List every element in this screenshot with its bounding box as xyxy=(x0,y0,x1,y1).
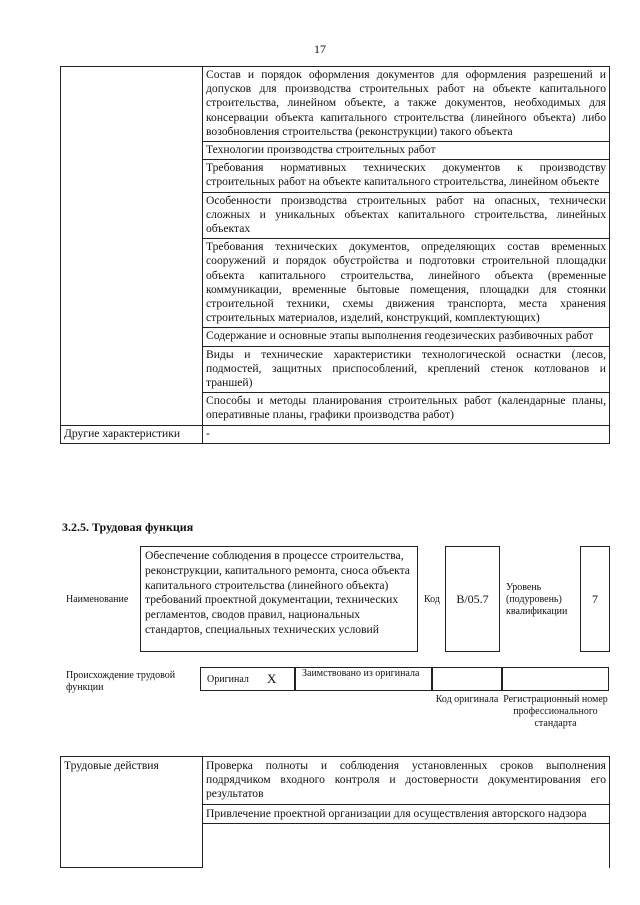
function-name-value: Обеспечение соблюдения в процессе строительства, реконструкции, капитального ремонта, сноса объекта капитального строительства (линейного объекта) требований проектной документации, технических регламентов, сводов правил, национальных стандартов, специальных технических условий xyxy=(145,549,410,636)
table-cell: Проверка полноты и соблюдения установленных сроков выполнения подрядчиком входного контроля и достоверности документирования его результатов xyxy=(203,757,610,805)
table-row xyxy=(61,425,610,443)
registration-number-caption: Регистрационный номер профессионального стандарта xyxy=(503,694,608,729)
level-box xyxy=(580,546,610,652)
level-label: Уровень (подуровень) квалификации xyxy=(506,582,568,617)
table-row xyxy=(61,67,610,142)
table-cell: Технологии производства строительных работ xyxy=(203,142,610,160)
page-number: 17 xyxy=(314,42,326,56)
name-label: Наименование xyxy=(66,594,129,605)
labor-actions-table xyxy=(60,756,610,868)
table-cell: Привлечение проектной организации для осуществления авторского надзора xyxy=(203,804,610,823)
table-cell: Особенности производства строительных работ на опасных, технически сложных и уникальных объектах капитального строительства, линейных объектах xyxy=(203,192,610,239)
other-characteristics-label: Другие характеристики xyxy=(61,425,203,443)
labor-actions-label: Трудовые действия xyxy=(61,757,203,868)
code-value: B/05.7 xyxy=(456,591,489,606)
code-box xyxy=(445,546,500,652)
section-heading: 3.2.5. Трудовая функция xyxy=(62,520,194,534)
table-row xyxy=(61,757,610,805)
origin-code-cell xyxy=(432,667,502,691)
table-cell: Виды и технические характеристики технологической оснастки (лесов, подмостей, защитных приспособлений, креплений стенок котлованов и траншей) xyxy=(203,346,610,393)
code-label: Код xyxy=(424,594,440,605)
empty-label-cell xyxy=(61,67,203,426)
empty-cell xyxy=(203,823,610,868)
code-original-caption: Код оригинала xyxy=(435,694,499,705)
function-name-box xyxy=(140,546,418,652)
origin-label: Происхождение трудовой функции xyxy=(66,670,176,693)
knowledge-table-continuation xyxy=(60,66,610,444)
table-cell: Требования технических документов, определяющих состав временных сооружений и порядок обустройства и подготовки строительной площадки объекта капитального строительства, линейного объекта (временные коммуникации, временные бытовые помещения, площадки для стоянки строительной техники, схемы движения транспорта, места хранения строительных материалов, изделий, конструкций, комплектующих) xyxy=(203,239,610,328)
table-cell: Содержание и основные этапы выполнения геодезических разбивочных работ xyxy=(203,328,610,346)
table-cell: Состав и порядок оформления документов для оформления разрешений и допусков для производства строительных работ на объекте капитального строительства, линейном объекте, а также документов, необходимых для консервации объекта капитального строительства (линейного объекта) либо возобновления строительства (реконструкции) такого объекта xyxy=(203,67,610,142)
origin-original-cell xyxy=(200,667,295,691)
borrowed-label: Заимствовано из оригинала xyxy=(302,668,420,679)
other-characteristics-value: - xyxy=(203,425,610,443)
level-value: 7 xyxy=(592,591,598,606)
original-mark: X xyxy=(267,671,277,686)
origin-reg-cell xyxy=(502,667,609,691)
origin-borrowed-cell xyxy=(295,667,432,691)
table-cell: Требования нормативных технических документов к производству строительных работ на объекте капитального строительства, линейном объекте xyxy=(203,160,610,192)
original-label: Оригинал xyxy=(207,674,249,685)
table-cell: Способы и методы планирования строительных работ (календарные планы, оперативные планы, графики производства работ) xyxy=(203,393,610,425)
